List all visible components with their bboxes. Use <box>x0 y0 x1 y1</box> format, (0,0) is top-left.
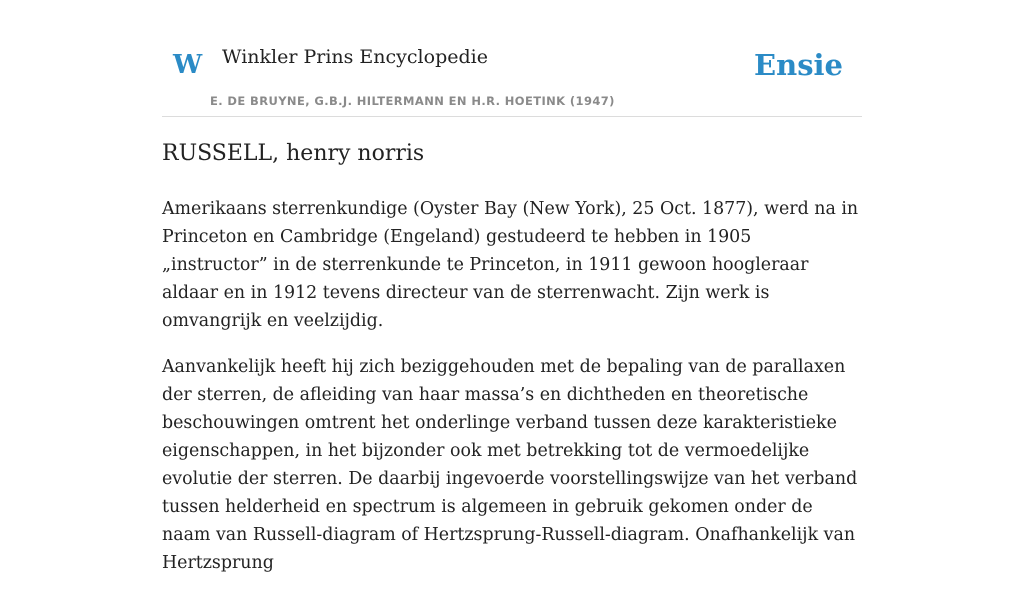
entry-title: RUSSELL, henry norris <box>162 141 425 166</box>
article-paragraph: Aanvankelijk heeft hij zich beziggehouden met de bepaling van de parallaxen der sterren, de afleiding van haar massa’s en dichtheden en theoretische beschouwingen omtrent het onderlinge verband tussen deze karakteristieke eigenschappen, in het bijzonder ook met betrekking tot de vermoedelijke evolutie der sterren. De daarbij ingevoerde voorstellingswijze van het verband tussen helderheid en spectrum is algemeen in gebruik gekomen onder de naam van Russell-diagram of Hertzsprung-Russell-diagram. Onafhankelijk van Hertzsprung <box>162 356 858 573</box>
ensie-logo-link[interactable]: Ensie <box>754 48 843 82</box>
article <box>162 140 862 595</box>
publication-authors: E. DE BRUYNE, G.B.J. HILTERMANN EN H.R. HOETINK (1947) <box>210 94 615 108</box>
publication-title[interactable]: Winkler Prins Encyclopedie <box>222 46 488 68</box>
site-header <box>162 0 862 117</box>
article-paragraph: Amerikaans sterrenkundige (Oyster Bay (New York), 25 Oct. 1877), werd na in Princeton en Cambridge (Engeland) gestudeerd te hebben in 1905 „instructor” in de sterrenkunde te Princeton, in 1911 gewoon hoogleraar aldaar en in 1912 tevens directeur van de sterrenwacht. Zijn werk is omvangrijk en veelzijdig. <box>162 198 859 331</box>
winkler-prins-logo[interactable]: W <box>173 50 203 80</box>
